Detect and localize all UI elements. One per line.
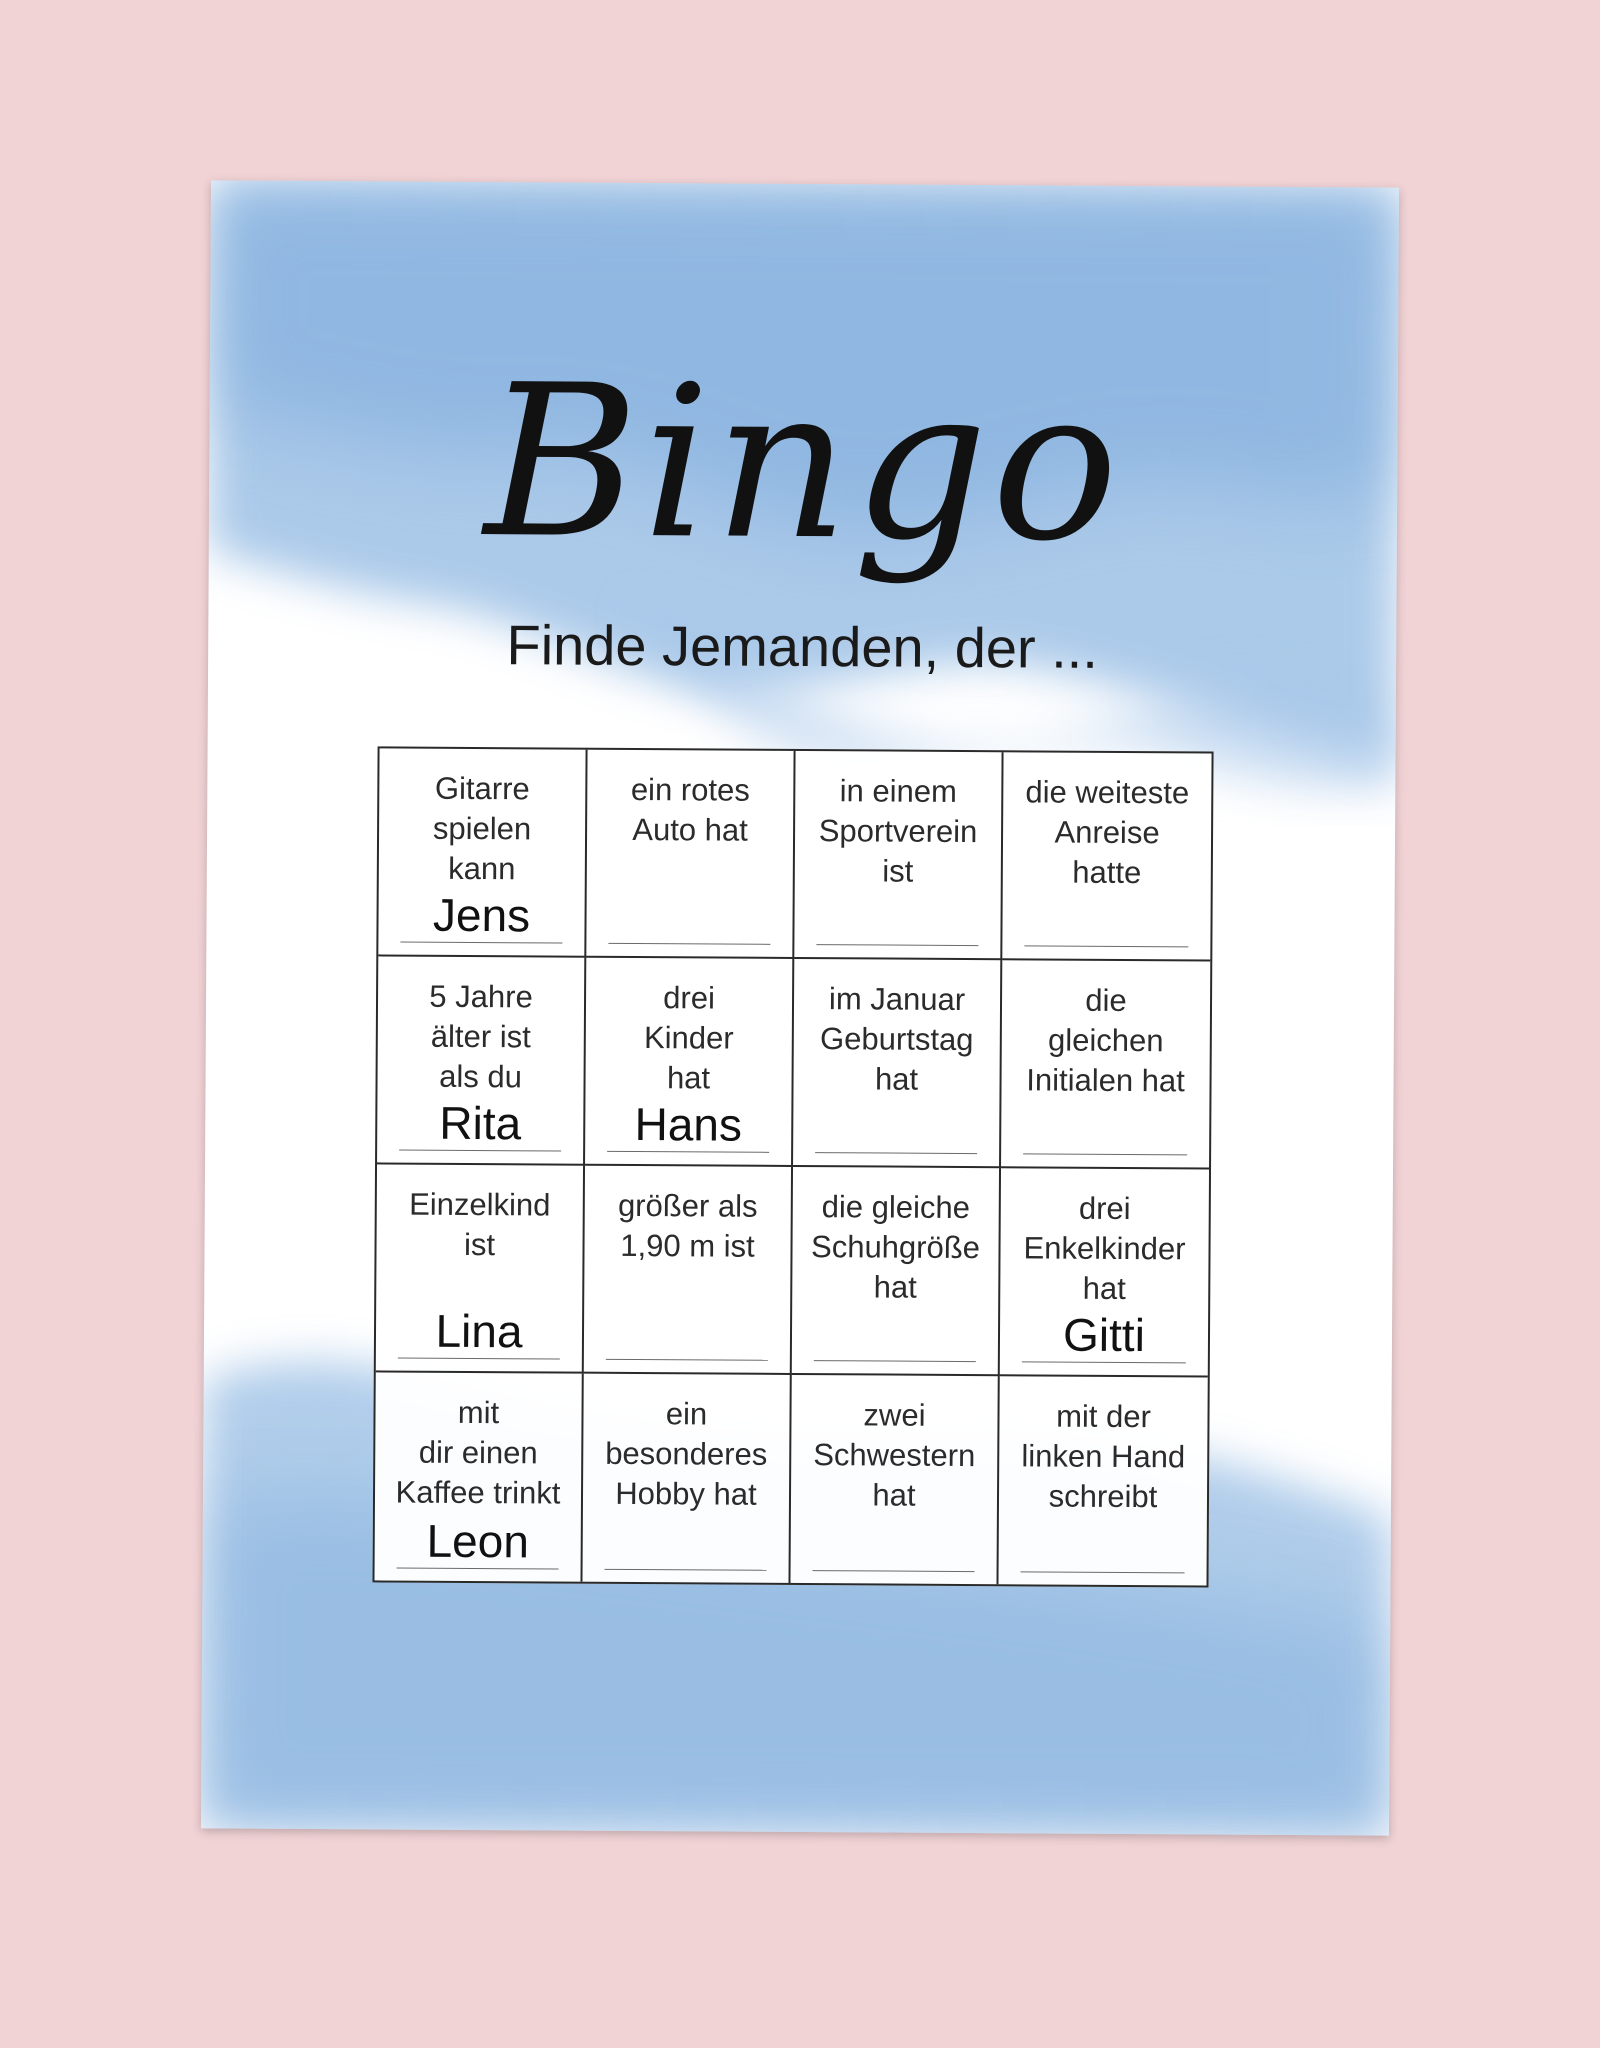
- name-line: [814, 1360, 976, 1362]
- cell-name: Hans: [634, 1097, 743, 1151]
- bingo-cell[interactable]: [586, 750, 795, 959]
- cell-name: Leon: [426, 1514, 530, 1568]
- name-line: [813, 1570, 975, 1572]
- cell-name: Lina: [435, 1304, 523, 1358]
- cell-prompt: die weiteste Anreise hatte: [1025, 774, 1190, 891]
- cell-prompt: ein rotes Auto hat: [630, 771, 750, 848]
- bingo-cell[interactable]: [374, 1372, 583, 1581]
- bingo-cell[interactable]: [1001, 960, 1210, 1169]
- cell-prompt: drei Enkelkinder hat: [1023, 1190, 1186, 1306]
- cell-prompt: mit dir einen Kaffee trinkt: [395, 1394, 561, 1511]
- bingo-card: [201, 180, 1399, 1835]
- name-line: [1023, 1153, 1187, 1155]
- bingo-cell[interactable]: [378, 748, 587, 957]
- cell-prompt: 5 Jahre älter ist als du: [429, 978, 533, 1095]
- name-line: [607, 1151, 769, 1153]
- name-line: [605, 1569, 767, 1571]
- bingo-cell[interactable]: [793, 959, 1002, 1168]
- cell-prompt: drei Kinder hat: [643, 980, 734, 1096]
- bingo-cell[interactable]: [998, 1376, 1207, 1585]
- cell-prompt: mit der linken Hand schreibt: [1021, 1398, 1186, 1515]
- cell-prompt: Einzelkind ist: [409, 1186, 551, 1263]
- cell-prompt: größer als 1,90 m ist: [617, 1187, 758, 1264]
- bingo-cell[interactable]: [790, 1375, 999, 1584]
- name-line: [606, 1359, 768, 1361]
- bingo-cell[interactable]: [792, 1167, 1001, 1376]
- name-line: [399, 1150, 561, 1152]
- bingo-grid: [372, 746, 1213, 1587]
- bingo-cell[interactable]: [377, 956, 586, 1165]
- name-line: [608, 943, 770, 945]
- bingo-cell[interactable]: [1000, 1168, 1209, 1377]
- cell-prompt: die gleiche Schuhgröße hat: [810, 1189, 981, 1305]
- cell-prompt: ein besonderes Hobby hat: [605, 1396, 768, 1512]
- bingo-cell[interactable]: [794, 751, 1003, 960]
- bingo-cell[interactable]: [584, 1166, 793, 1375]
- cell-prompt: die gleichen Initialen hat: [1026, 982, 1185, 1099]
- name-line: [1021, 1571, 1185, 1573]
- cell-prompt: im Januar Geburtstag hat: [820, 981, 974, 1097]
- page-title: Bingo: [483, 339, 1123, 588]
- name-line: [816, 944, 978, 946]
- name-line: [815, 1152, 977, 1154]
- bingo-cell[interactable]: [1002, 752, 1211, 961]
- bingo-cell[interactable]: [585, 958, 794, 1167]
- name-line: [400, 942, 562, 944]
- name-line: [1022, 1361, 1186, 1363]
- cell-prompt: Gitarre spielen kann: [432, 770, 532, 887]
- bingo-cell[interactable]: [376, 1164, 585, 1373]
- cell-name: Rita: [439, 1096, 522, 1150]
- cell-name: Gitti: [1062, 1308, 1146, 1362]
- bingo-cell[interactable]: [582, 1374, 791, 1583]
- page-subtitle: Finde Jemanden, der ...: [506, 613, 1099, 680]
- name-line: [397, 1568, 559, 1570]
- cell-prompt: zwei Schwestern hat: [813, 1397, 976, 1513]
- cell-prompt: in einem Sportverein ist: [818, 773, 978, 889]
- cell-name: Jens: [432, 888, 531, 942]
- name-line: [1024, 945, 1188, 947]
- name-line: [398, 1358, 560, 1360]
